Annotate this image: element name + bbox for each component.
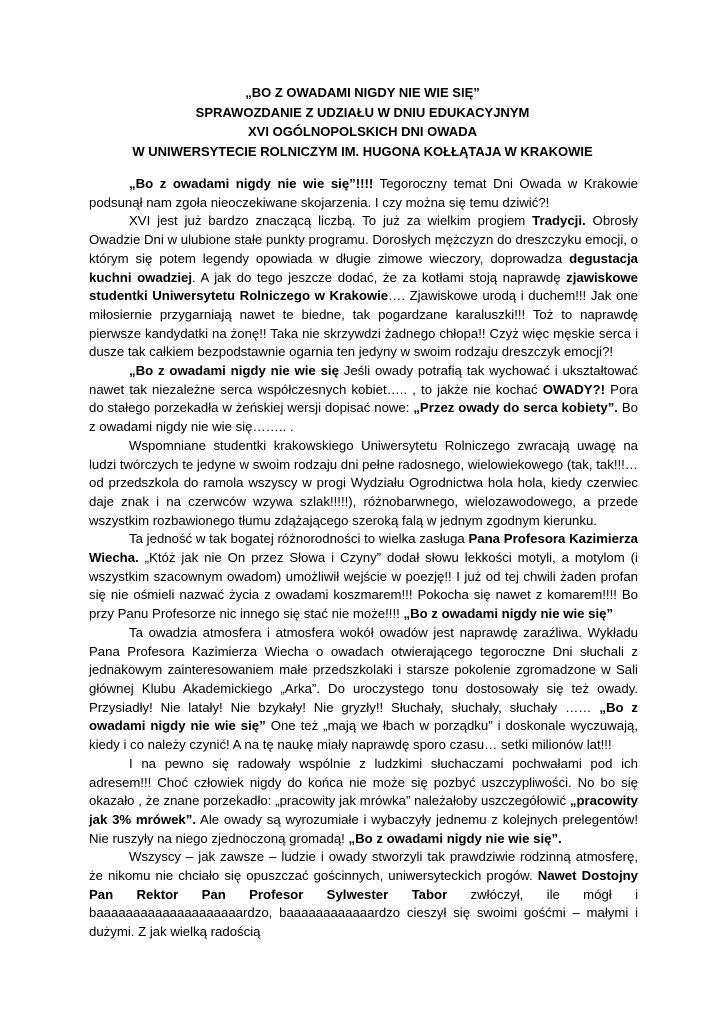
paragraph-1 (89, 175, 638, 212)
bold-phrase: „Przez owady do serca kobiety”. (413, 400, 618, 416)
paragraph-text: Bo z owadami nigdy nie wie się…….. . (89, 400, 638, 435)
paragraph-text: Ta owadzia atmosfera i atmosfera wokół owadów jest naprawdę zaraźliwa. Wykładu Pana Profesora Kazimierza Wiecha o owadach otwierającego tegoroczne Dni słuchali z jednakowym zainteresowaniem małe przedszkolaki i starsze pokolenie zgromadzone w Sali głównej Klubu Akademickiego „Arka”. Do uroczystego tonu dostosowały się też owady. Przysiadły! Nie latały! Nie bzykały! Nie gryzły!! Słuchały, słuchały, słuchały …… (89, 624, 638, 715)
paragraph-text: Wspomniane studentki krakowskiego Uniwersytetu Rolniczego zwracają uwagę na ludzi twórczych te jedyne w swoim rodzaju dni pełne radosnego, wielowiekowego (tak, tak!!!… od przedszkola do ramola wszyscy w progi Wydziału Ogrodnictwa hola hola, kiedy czerwiec daje znak i na czerwców wzywa szlak!!!!!), różnobarwnego, wielozawodowego, a przede wszystkim rozbawionego tłumu zdążającego szeroką falą w jednym zgodnym kierunku. (89, 437, 638, 528)
bold-phrase: Nawet Dostojny Pan Rektor Pan Profesor Sylwester Tabor (89, 868, 639, 902)
paragraph-8 (89, 848, 638, 942)
paragraph-3 (89, 362, 638, 437)
heading-line-3: XVI OGÓLNOPOLSKICH DNI OWADA (248, 124, 477, 139)
paragraph-text: XVI jest już bardzo znaczącą liczbą. To już za wielkim progiem (129, 213, 533, 229)
paragraph-text: zwłóczył, ile mógł i baaaaaaaaaaaaaaaaaaaardzo, baaaaaaaaaaaardzo cieszył się swoimi gośćmi – małymi i dużymi. Z jak wielką radością (89, 886, 638, 940)
bold-phrase: „pracowity jak 3% mrówek”. (89, 793, 638, 827)
paragraph-6 (89, 624, 638, 755)
bold-phrase: Tradycji. (532, 213, 586, 229)
paragraph-5 (89, 530, 638, 624)
report-body (89, 175, 638, 942)
bold-phrase: „Bo z owadami nigdy nie wie się”!!!! (129, 176, 374, 191)
report-heading (0, 83, 725, 161)
heading-line-1: „BO Z OWADAMI NIGDY NIE WIE SIĘ” (245, 85, 480, 100)
paragraph-text: One też „mają we łbach w porządku” i doskonale wyczuwają, kiedy i co należy czynić! A na tę naukę miały naprawdę sporo czasu… setki milionów lat!!! (89, 718, 638, 753)
paragraph-text: Pora do stałego porzekadła w żeńskiej wersji dopisać nowe: (89, 381, 639, 416)
paragraph-text: Jeśli owady potrafią tak wychować i ukształtować nawet tak niezależne serca współczesnych kobiet….. , to jakże nie kochać (89, 363, 638, 397)
bold-phrase: „Bo z owadami nigdy nie wie się (129, 363, 339, 379)
paragraph-text: Ta jedność w tak bogatej różnorodności to wielka zasługa (129, 531, 469, 547)
paragraph-text: Wszyscy – jak zawsze – ludzie i owady stworzyli tak prawdziwie rodzinną atmosferę, że nikomu nie chciało się opuszczać gościnnych, uniwersyteckich progów. (89, 849, 638, 884)
paragraph-text: Ale owady są wyrozumiałe i wybaczyły jednemu z kolejnych prelegentów! Nie ruszyły na niego zjednoczoną gromadą! (89, 811, 638, 846)
heading-line-4: W UNIWERSYTECIE ROLNICZYM IM. HUGONA KOŁŁĄTAJA W KRAKOWIE (132, 143, 593, 159)
paragraph-2 (89, 212, 638, 362)
bold-phrase: „Bo z owadami nigdy nie wie się”. (348, 830, 562, 846)
bold-phrase: zjawiskowe studentki Uniwersytetu Rolniczego w Krakowie (89, 269, 639, 304)
bold-phrase: degustacja kuchni owadziej (89, 250, 638, 285)
paragraph-text: Obrosły Owadzie Dni w ulubione stałe punkty programu. Dorosłych mężczyzn do dreszczyku emocji, o którym się potem legendy opowiada w długie zimowe wieczory, doprowadza (89, 213, 638, 266)
paragraph-4 (89, 437, 638, 531)
paragraph-text: „Któż jak nie On przez Słowa i Czyny” dodał słowu lekkości motyli, a motylom (i wszystkim szacownym owadom) umożliwił wejście w poezję!! I już od tej chwili żaden profan się nie ośmieli nazwać życia z owadami koszmarem!!! Pokocha się nawet z komarem!!!! Bo przy Panu Profesorze nic innego się stać nie może!!!! (89, 550, 638, 622)
bold-phrase: „Bo z owadami nigdy nie wie się” (89, 699, 638, 734)
bold-phrase: „Bo z owadami nigdy nie wie się” (403, 606, 614, 622)
paragraph-text: . A jak do tego jeszcze dodać, że za kotłami stoją naprawdę (192, 269, 567, 285)
heading-line-2: SPRAWOZDANIE Z UDZIAŁU W DNIU EDUKACYJNYM (195, 104, 530, 120)
paragraph-text: I na pewno się radowały wspólnie z ludzkimi słuchaczami pochwałami pod ich adresem!!! Choć człowiek nigdy do końca nie może się pozbyć uszczypliwości. No bo się okazało , że znane porzekadło: „pracowity jak mrówka” należałoby uszczegółowić (89, 755, 638, 809)
bold-phrase: Pana Profesora Kazimierza Wiecha. (89, 531, 638, 566)
paragraph-text: …. Zjawiskowe urodą i duchem!!! Jak one miłosiernie przygarniają nawet te biedne, tak pogardzane karaluszki!!! Toż to naprawdę pierwsze kandydatki na żonę!! Taka nie skrzywdzi żadnego chłopa!! Czyż więc męskie serca i dusze tak całkiem bezpodstawnie ogarnia ten jedyny w swoim rodzaju dreszczyk emocji?! (89, 288, 638, 360)
bold-phrase: OWADY?! (542, 381, 606, 397)
paragraph-text: Tegoroczny temat Dni Owada w Krakowie podsunął nam zgoła nieoczekiwane skojarzenia. I czy można się temu dziwić?! (89, 176, 638, 210)
paragraph-7 (89, 755, 638, 849)
